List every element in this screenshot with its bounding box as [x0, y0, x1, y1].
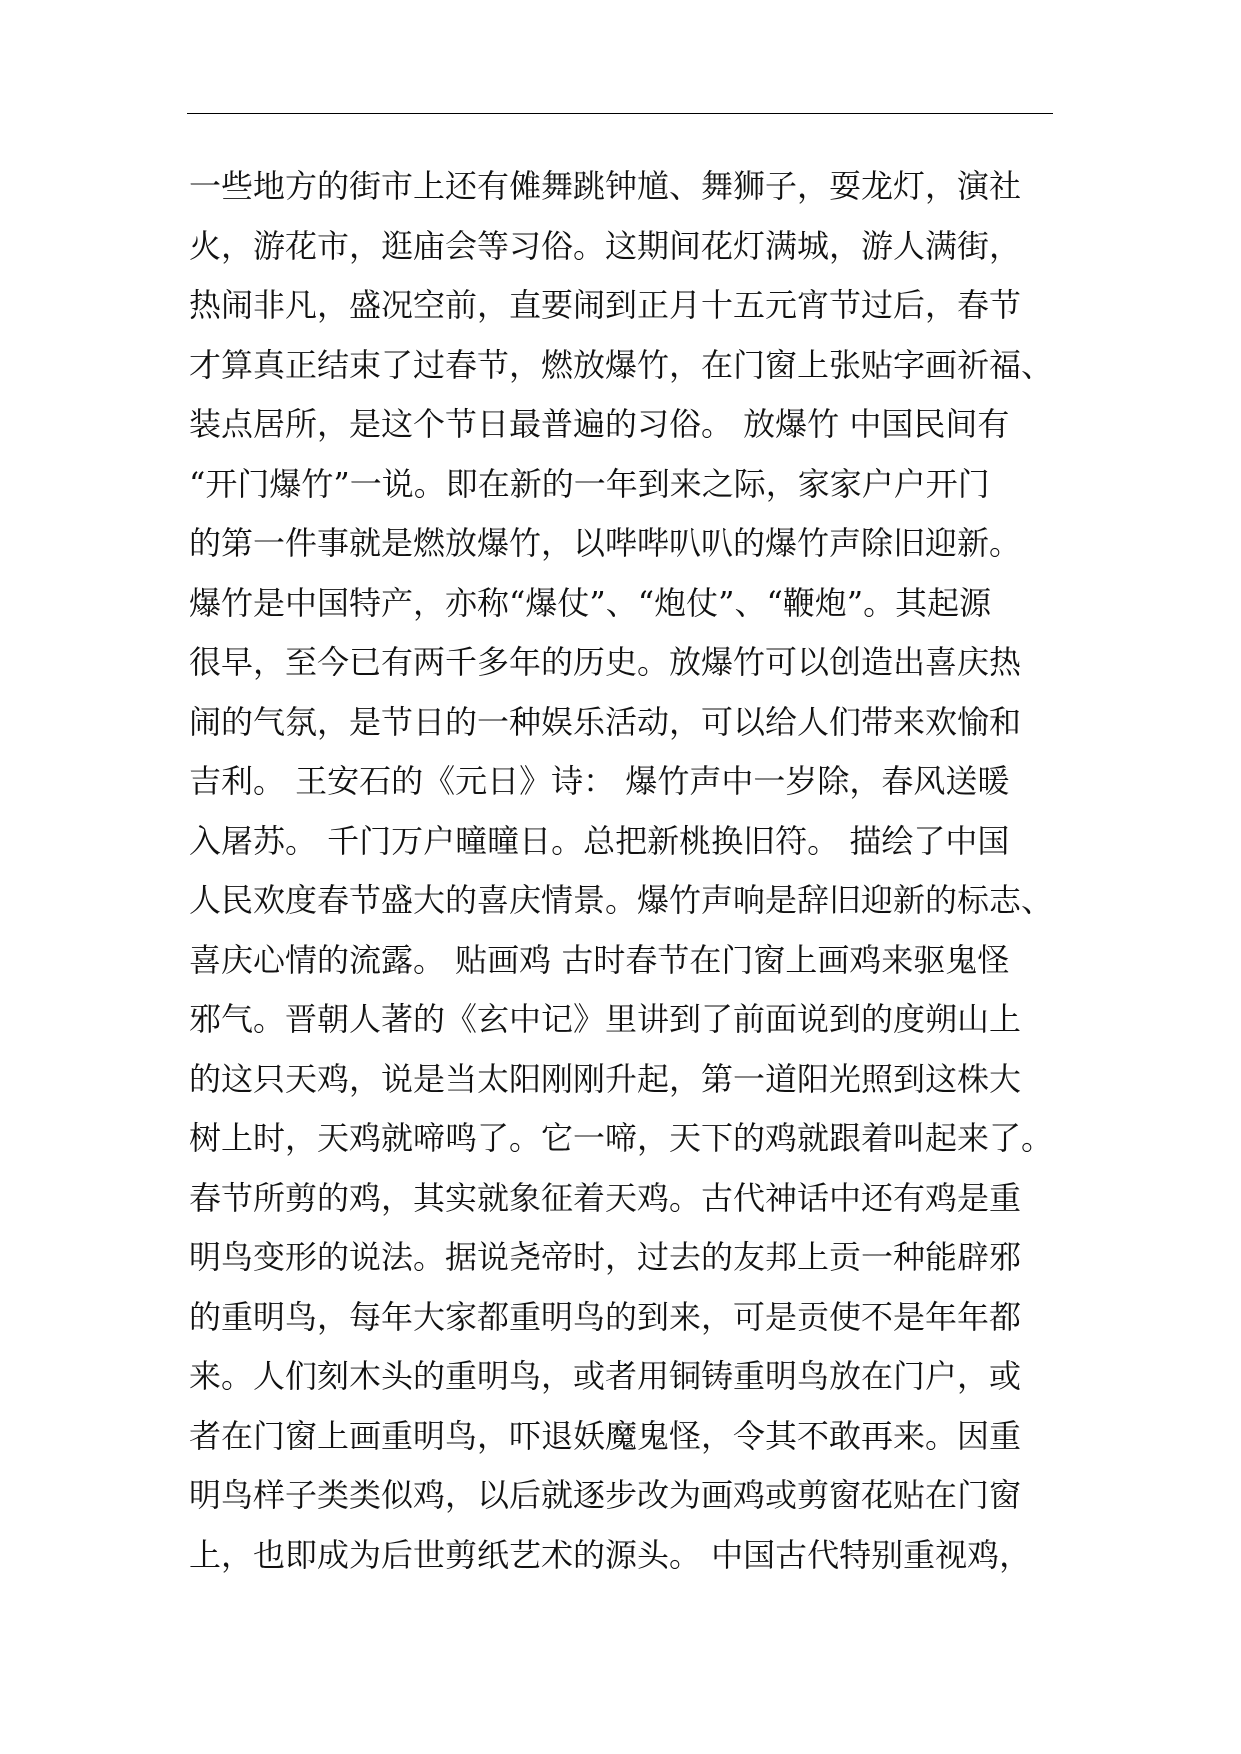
text-line: 的第一件事就是燃放爆竹，以哔哔叭叭的爆竹声除旧迎新。	[189, 524, 1022, 562]
text-line: 一些地方的街市上还有傩舞跳钟馗、舞狮子，耍龙灯，演社	[189, 167, 1022, 205]
text-line: “开门爆竹”一说。即在新的一年到来之际，家家户户开门	[189, 464, 990, 503]
text-line: 者在门窗上画重明鸟，吓退妖魔鬼怪，令其不敢再来。因重	[189, 1416, 1022, 1455]
text-line: 吉利。 王安石的《元日》诗： 爆竹声中一岁除，春风送暖	[189, 762, 1010, 800]
text-line: 的这只天鸡，说是当太阳刚刚升起，第一道阳光照到这株大	[189, 1059, 1022, 1098]
text-line: 火，游花市，逛庙会等习俗。这期间花灯满城，游人满街，	[189, 226, 1022, 265]
text-line: 邪气。晋朝人著的《玄中记》里讲到了前面说到的度朔山上	[189, 1000, 1022, 1038]
text-line: 装点居所，是这个节日最普遍的习俗。 放爆竹 中国民间有	[189, 405, 1010, 443]
text-line: 爆竹是中国特产，亦称“爆仗”、“炮仗”、“鞭炮”。其起源	[189, 583, 992, 622]
text-line: 来。人们刻木头的重明鸟，或者用铜铸重明鸟放在门户，或	[189, 1357, 1022, 1395]
header-rule	[187, 113, 1053, 114]
text-line: 闹的气氛，是节日的一种娱乐活动，可以给人们带来欢愉和	[189, 702, 1022, 741]
text-line: 入屠苏。 千门万户曈曈日。总把新桃换旧符。 描绘了中国	[189, 821, 1010, 860]
text-line: 明鸟变形的说法。据说尧帝时，过去的友邦上贡一种能辟邪	[189, 1238, 1022, 1276]
text-line: 春节所剪的鸡，其实就象征着天鸡。古代神话中还有鸡是重	[189, 1178, 1022, 1217]
text-line: 明鸟样子类类似鸡，以后就逐步改为画鸡或剪窗花贴在门窗	[189, 1476, 1022, 1514]
text-line: 树上时，天鸡就啼鸣了。它一啼，天下的鸡就跟着叫起来了。	[189, 1119, 1054, 1157]
text-line: 热闹非凡，盛况空前，直要闹到正月十五元宵节过后，春节	[189, 286, 1022, 324]
text-line: 人民欢度春节盛大的喜庆情景。爆竹声响是辞旧迎新的标志、	[189, 881, 1054, 919]
text-line: 的重明鸟，每年大家都重明鸟的到来，可是贡使不是年年都	[189, 1297, 1022, 1336]
text-line: 喜庆心情的流露。 贴画鸡 古时春节在门窗上画鸡来驱鬼怪	[189, 940, 1010, 979]
body-text	[189, 157, 1057, 1585]
text-line: 上，也即成为后世剪纸艺术的源头。 中国古代特别重视鸡，	[189, 1535, 1032, 1574]
text-line: 很早，至今已有两千多年的历史。放爆竹可以创造出喜庆热	[189, 643, 1022, 681]
text-line: 才算真正结束了过春节，燃放爆竹，在门窗上张贴字画祈福、	[189, 345, 1054, 384]
